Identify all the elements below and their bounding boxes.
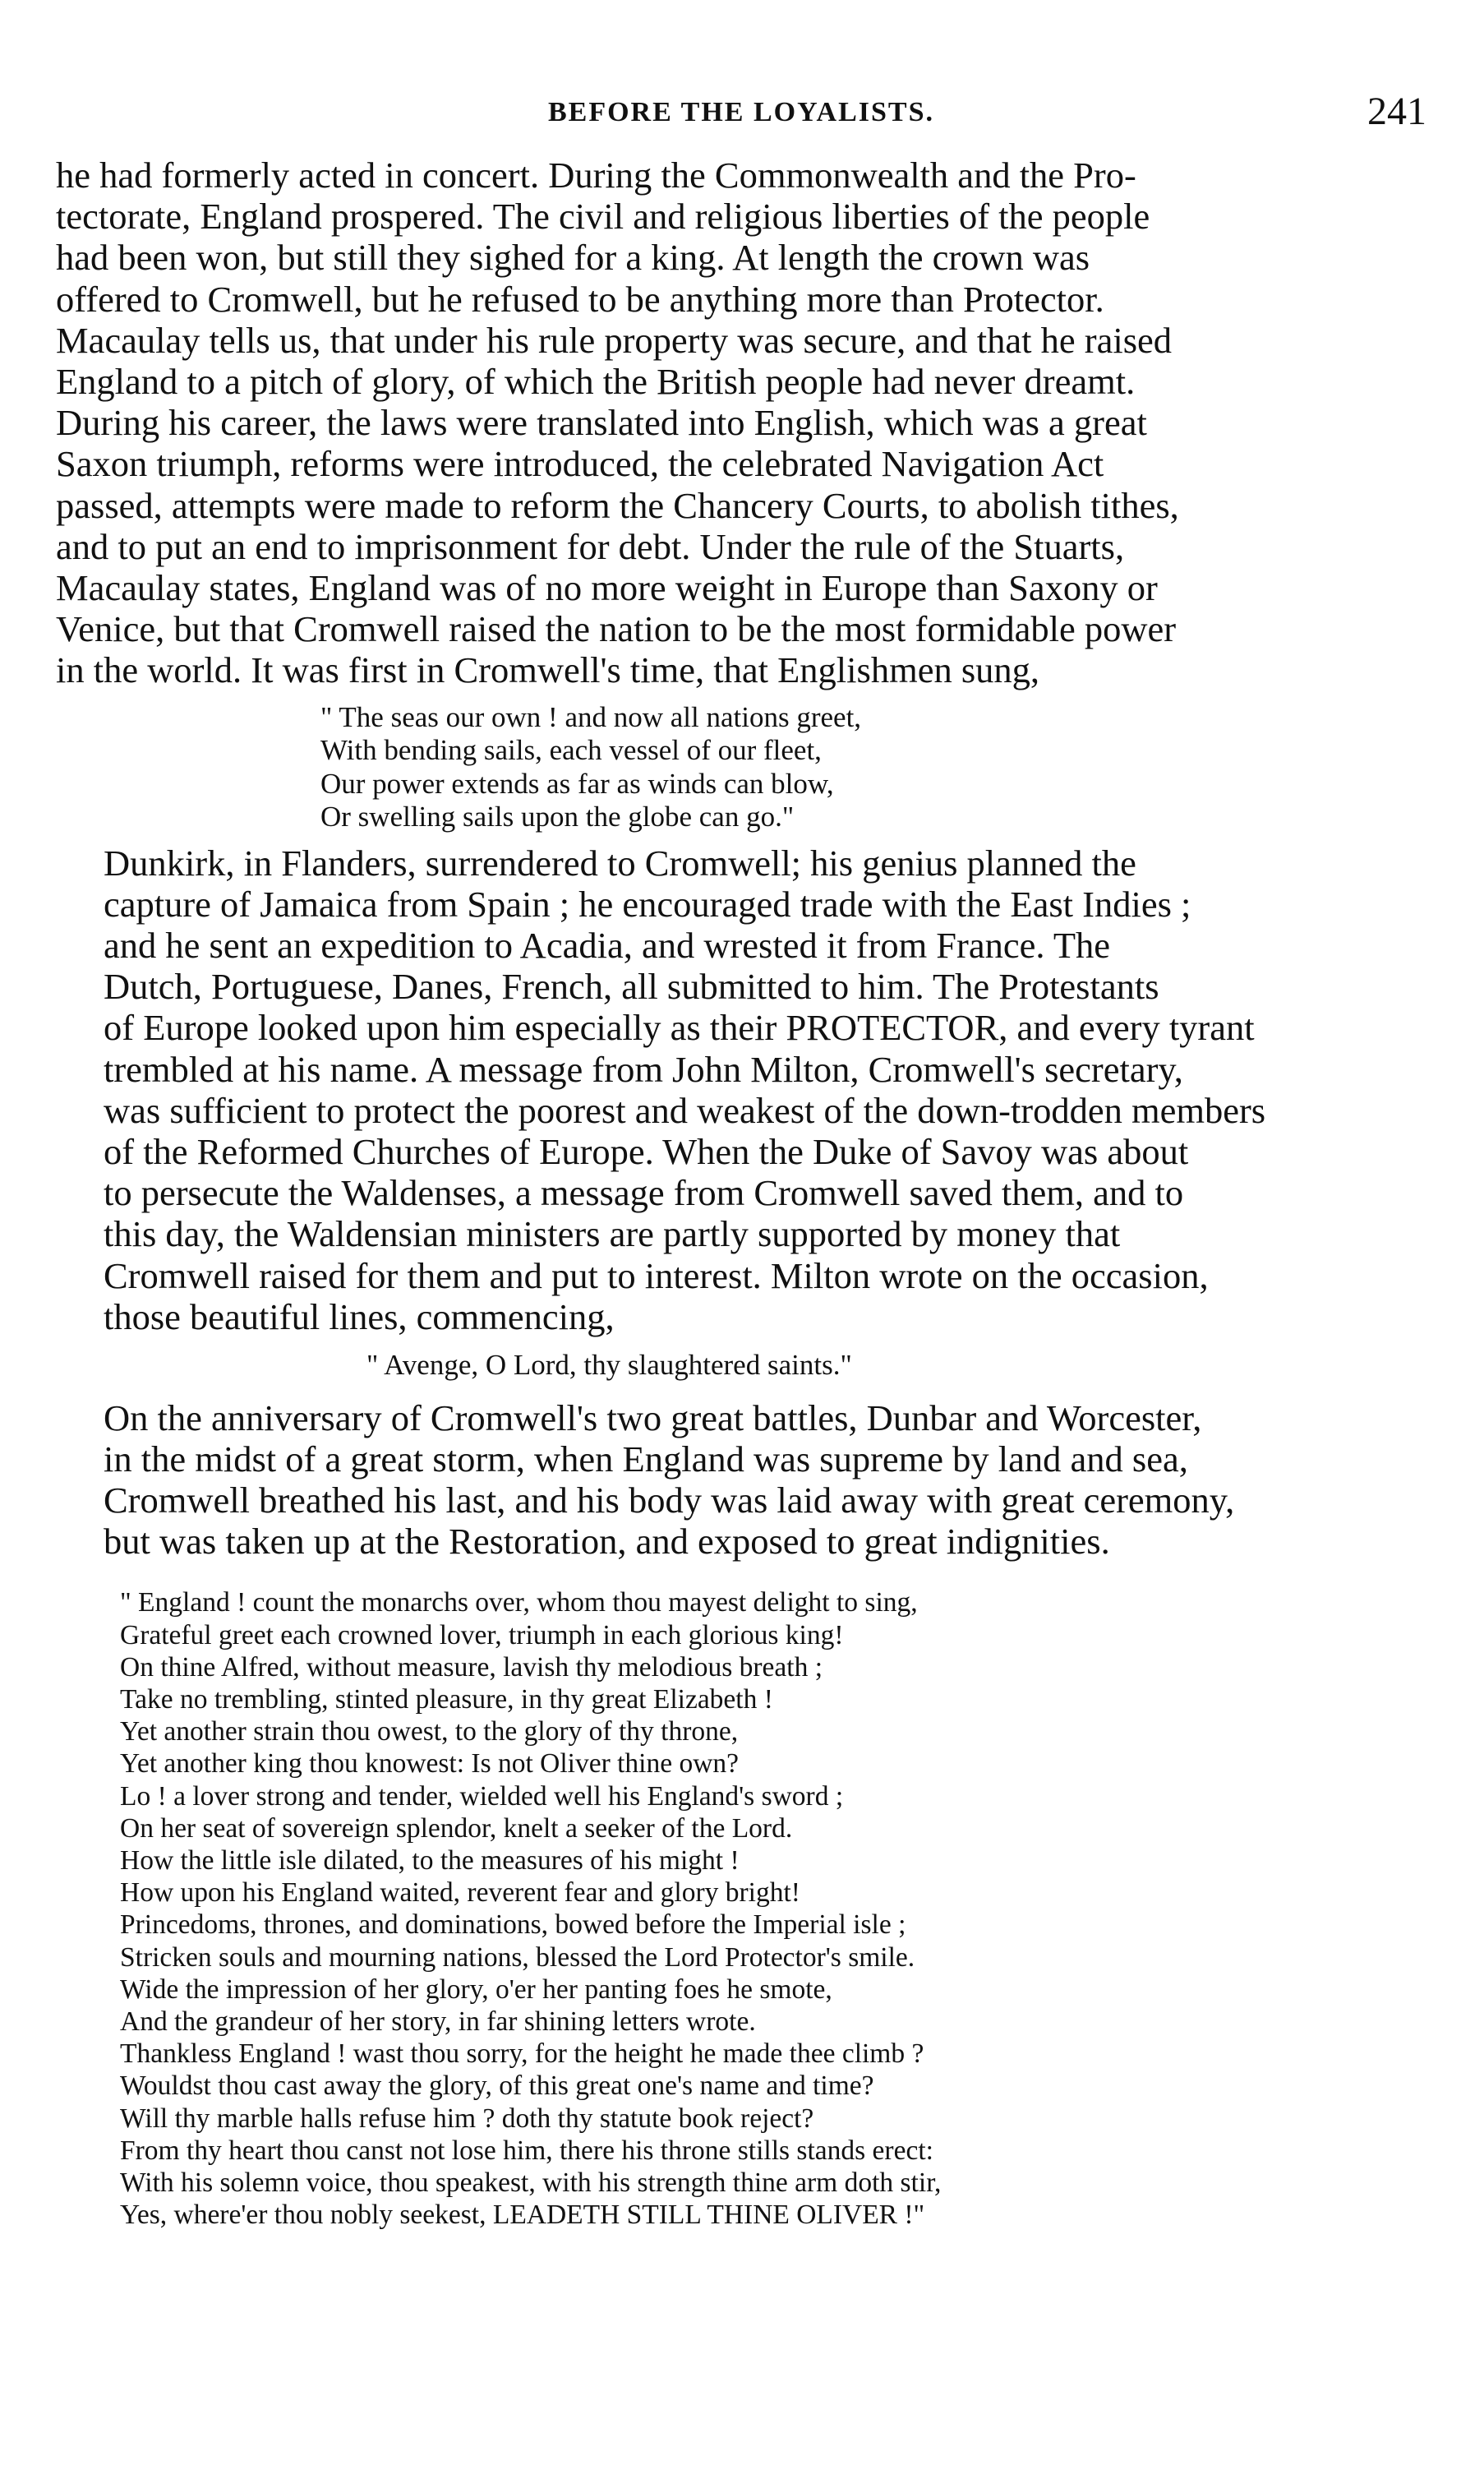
running-title: BEFORE THE LOYALISTS.	[547, 97, 934, 127]
verse3-line: " England ! count the monarchs over, whom thou mayest delight to sing,	[120, 1587, 918, 1618]
verse1-line: " The seas our own ! and now all nations greet,	[320, 700, 862, 733]
verse3-line: Grateful greet each crowned lover, triumph in each glorious king!	[120, 1619, 844, 1650]
paragraph-1	[56, 155, 1426, 691]
verse3-line: From thy heart thou canst not lose him, there his throne stills stands erect:	[120, 2135, 933, 2166]
paragraph1-line: and to put an end to imprisonment for debt. Under the rule of the Stuarts,	[56, 525, 1125, 567]
verse3-line: With his solemn voice, thou speakest, with his strength thine arm doth stir,	[120, 2167, 942, 2199]
paragraph2-line: was sufficient to protect the poorest and weakest of the down-trodden members	[104, 1089, 1266, 1131]
paragraph2-line: Dutch, Portuguese, Danes, French, all submitted to him. The Protestants	[104, 966, 1159, 1008]
paragraph1-line: in the world. It was first in Cromwell's time, that Englishmen sung,	[56, 649, 1040, 691]
verse-quote-seas	[320, 701, 1426, 834]
verse-quote-avenge	[366, 1349, 1426, 1383]
paragraph2-line: and he sent an expedition to Acadia, and wrested it from France. The	[104, 925, 1111, 967]
paragraph1-line: tectorate, England prospered. The civil and religious liberties of the people	[56, 196, 1150, 238]
paragraph2-line: trembled at his name. A message from John Milton, Cromwell's secretary,	[104, 1048, 1183, 1090]
paragraph1-line: had been won, but still they sighed for a king. At length the crown was	[56, 237, 1090, 279]
verse3-line: On thine Alfred, without measure, lavish thy melodious breath ;	[120, 1651, 823, 1683]
paragraph1-line: Macaulay states, England was of no more weight in Europe than Saxony or	[56, 567, 1158, 609]
paragraph2-line: of Europe looked upon him especially as their PROTECTOR, and every tyrant	[104, 1007, 1255, 1049]
paragraph-2	[56, 842, 1426, 1337]
paragraph2-line: Dunkirk, in Flanders, surrendered to Cromwell; his genius planned the	[104, 842, 1136, 884]
verse3-line: Take no trembling, stinted pleasure, in thy great Elizabeth !	[120, 1684, 773, 1715]
poem-england	[120, 1586, 1426, 2231]
paragraph1-line: Venice, but that Cromwell raised the nation to be the most formidable power	[56, 608, 1177, 650]
verse3-line: Yes, where'er thou nobly seekest, LEADETH STILL THINE OLIVER !"	[120, 2200, 925, 2231]
paragraph3-line: but was taken up at the Restoration, and exposed to great indignities.	[104, 1521, 1110, 1563]
paragraph2-line: capture of Jamaica from Spain ; he encouraged trade with the East Indies ;	[104, 883, 1191, 925]
verse3-line: Wouldst thou cast away the glory, of this great one's name and time?	[120, 2070, 874, 2102]
verse3-line: Yet another strain thou owest, to the glory of thy throne,	[120, 1716, 739, 1747]
verse3-line: Stricken souls and mourning nations, blessed the Lord Protector's smile.	[120, 1941, 915, 1973]
paragraph3-line: in the midst of a great storm, when England was supreme by land and sea,	[104, 1438, 1188, 1480]
verse3-line: Wide the impression of her glory, o'er her panting foes he smote,	[120, 1974, 832, 2005]
paragraph2-line: to persecute the Waldenses, a message from Cromwell saved them, and to	[104, 1172, 1184, 1214]
verse3-line: How the little isle dilated, to the measures of his might !	[120, 1845, 740, 1877]
paragraph2-line: Cromwell raised for them and put to interest. Milton wrote on the occasion,	[104, 1254, 1209, 1296]
paragraph1-line: Saxon triumph, reforms were introduced, the celebrated Navigation Act	[56, 443, 1104, 485]
paragraph1-line: During his career, the laws were translated into English, which was a great	[56, 402, 1147, 444]
verse1-line: Our power extends as far as winds can blow,	[320, 767, 834, 800]
paragraph3-line: Cromwell breathed his last, and his body was laid away with great ceremony,	[104, 1479, 1235, 1521]
verse3-line: Princedoms, thrones, and dominations, bowed before the Imperial isle ;	[120, 1909, 906, 1941]
verse3-line: Thankless England ! wast thou sorry, for the height he made thee climb ?	[120, 2038, 924, 2070]
book-page	[56, 90, 1426, 2231]
verse2-line: " Avenge, O Lord, thy slaughtered saints."	[366, 1349, 852, 1382]
verse3-line: On her seat of sovereign splendor, knelt a seeker of the Lord.	[120, 1812, 793, 1844]
verse3-line: Will thy marble halls refuse him ? doth thy statute book reject?	[120, 2103, 814, 2134]
paragraph3-line: On the anniversary of Cromwell's two great battles, Dunbar and Worcester,	[104, 1396, 1202, 1438]
page-header	[56, 90, 1426, 155]
paragraph2-line: this day, the Waldensian ministers are partly supported by money that	[104, 1213, 1121, 1255]
verse1-line: With bending sails, each vessel of our fleet,	[320, 734, 822, 767]
verse1-line: Or swelling sails upon the globe can go."	[320, 801, 795, 833]
paragraph1-line: he had formerly acted in concert. During the Commonwealth and the Pro-	[56, 155, 1136, 196]
paragraph2-line: those beautiful lines, commencing,	[104, 1295, 615, 1337]
verse3-line: Yet another king thou knowest: Is not Oliver thine own?	[120, 1748, 740, 1780]
verse3-line: How upon his England waited, reverent fear and glory bright!	[120, 1877, 800, 1909]
paragraph2-line: of the Reformed Churches of Europe. When the Duke of Savoy was about	[104, 1131, 1189, 1173]
paragraph1-line: Macaulay tells us, that under his rule property was secure, and that he raised	[56, 319, 1173, 361]
paragraph1-line: England to a pitch of glory, of which the British people had never dreamt.	[56, 361, 1136, 403]
paragraph1-line: passed, attempts were made to reform the Chancery Courts, to abolish tithes,	[56, 484, 1179, 526]
paragraph-3	[56, 1397, 1426, 1563]
verse3-line: And the grandeur of her story, in far shining letters wrote.	[120, 2006, 756, 2038]
paragraph1-line: offered to Cromwell, but he refused to be anything more than Protector.	[56, 278, 1104, 320]
verse3-line: Lo ! a lover strong and tender, wielded well his England's sword ;	[120, 1780, 844, 1812]
page-number: 241	[1367, 90, 1426, 133]
